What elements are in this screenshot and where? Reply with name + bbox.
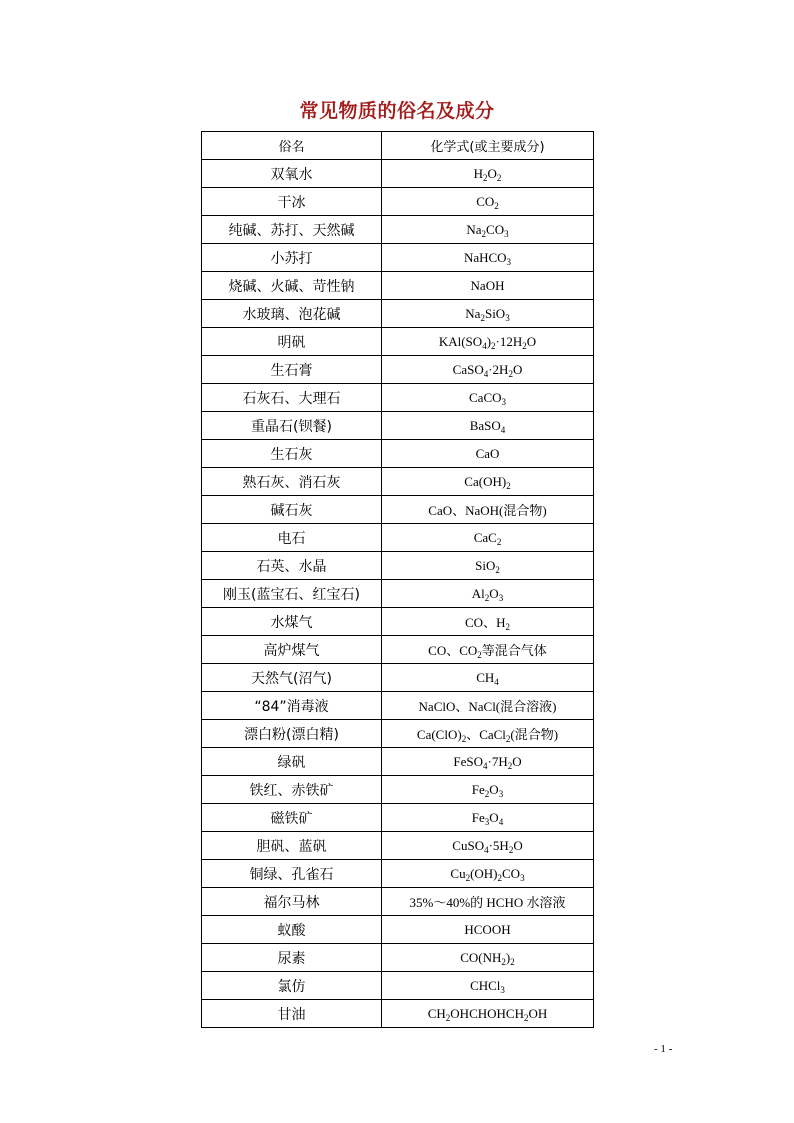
column-header-formula: 化学式(或主要成分) (382, 132, 594, 160)
common-name-cell: 电石 (202, 524, 382, 552)
table-row (202, 552, 594, 580)
table-row (202, 188, 594, 216)
formula-cell: CaCO$_3$ (382, 384, 594, 412)
common-name-cell: “84”消毒液 (202, 692, 382, 720)
table-row (202, 384, 594, 412)
formula-cell: $Ca(OH)_2$ (382, 468, 594, 496)
common-name-cell: 磁铁矿 (202, 804, 382, 832)
column-header-common-name: 俗名 (202, 132, 382, 160)
common-name-cell: 氯仿 (202, 972, 382, 1000)
table-row (202, 412, 594, 440)
table-row (202, 776, 594, 804)
table-body (202, 160, 594, 1028)
formula-cell: HCOOH (382, 916, 594, 944)
table-row (202, 608, 594, 636)
table-row (202, 832, 594, 860)
table-row (202, 580, 594, 608)
formula-cell: $H_2O_2$ (382, 160, 594, 188)
table-row (202, 468, 594, 496)
table-row (202, 636, 594, 664)
table-header-row (202, 132, 594, 160)
common-name-cell: 小苏打 (202, 244, 382, 272)
common-name-cell: 高炉煤气 (202, 636, 382, 664)
common-name-cell: 双氧水 (202, 160, 382, 188)
common-name-cell: 生石膏 (202, 356, 382, 384)
common-name-cell: 胆矾、蓝矾 (202, 832, 382, 860)
common-name-cell: 水玻璃、泡花碱 (202, 300, 382, 328)
formula-cell: $Na_2SiO_3$ (382, 300, 594, 328)
formula-cell: $CaSO_4\cdot 2H_2O$ (382, 356, 594, 384)
formula-cell: NaOH (382, 272, 594, 300)
formula-cell: CaC$_2$ (382, 524, 594, 552)
formula-cell: $Na_2CO_3$ (382, 216, 594, 244)
page-number: - 1 - (654, 1043, 673, 1055)
common-name-cell: 漂白粉(漂白精) (202, 720, 382, 748)
table-row (202, 356, 594, 384)
formula-cell: NaHCO$_3$ (382, 244, 594, 272)
formula-cell: CaO、NaOH(混合物) (382, 496, 594, 524)
common-name-cell: 福尔马林 (202, 888, 382, 916)
common-name-cell: 石英、水晶 (202, 552, 382, 580)
table-row (202, 272, 594, 300)
formula-cell: SiO$_2$ (382, 552, 594, 580)
common-name-cell: 铁红、赤铁矿 (202, 776, 382, 804)
table-row (202, 300, 594, 328)
table-row (202, 440, 594, 468)
table-row (202, 244, 594, 272)
table-row (202, 720, 594, 748)
common-name-cell: 铜绿、孔雀石 (202, 860, 382, 888)
formula-cell: $CO_2$ (382, 188, 594, 216)
common-name-cell: 蚁酸 (202, 916, 382, 944)
formula-cell: $CH_4$ (382, 664, 594, 692)
common-name-cell: 尿素 (202, 944, 382, 972)
common-name-cell: 石灰石、大理石 (202, 384, 382, 412)
common-name-cell: 碱石灰 (202, 496, 382, 524)
formula-cell: $Fe_2O_3$ (382, 776, 594, 804)
common-name-cell: 重晶石(钡餐) (202, 412, 382, 440)
formula-cell: CHCl$_3$ (382, 972, 594, 1000)
table-row (202, 888, 594, 916)
common-name-cell: 水煤气 (202, 608, 382, 636)
common-name-cell: 天然气(沼气) (202, 664, 382, 692)
table-row (202, 972, 594, 1000)
table-row (202, 692, 594, 720)
common-name-cell: 甘油 (202, 1000, 382, 1028)
formula-cell: BaSO$_4$ (382, 412, 594, 440)
table-row (202, 524, 594, 552)
table-row (202, 664, 594, 692)
formula-cell: CO、$H_2$ (382, 608, 594, 636)
table-row (202, 748, 594, 776)
table-row (202, 1000, 594, 1028)
formula-cell: $Al_2O_3$ (382, 580, 594, 608)
table-row (202, 328, 594, 356)
common-name-cell: 生石灰 (202, 440, 382, 468)
formula-cell: $FeSO_4\cdot 7H_2O$ (382, 748, 594, 776)
table-row (202, 916, 594, 944)
formula-cell: $CH_2OHCHOHCH_2OH$ (382, 1000, 594, 1028)
common-name-cell: 干冰 (202, 188, 382, 216)
formula-cell: $Fe_3O_4$ (382, 804, 594, 832)
table-row (202, 216, 594, 244)
formula-cell: CO、$CO_2$等混合气体 (382, 636, 594, 664)
formula-cell: $Ca(ClO)_2$、CaCl$_2$(混合物) (382, 720, 594, 748)
formula-cell: $KAl(SO_4)_2\cdot 12H_2O$ (382, 328, 594, 356)
common-name-cell: 明矾 (202, 328, 382, 356)
table-row (202, 804, 594, 832)
common-name-cell: 熟石灰、消石灰 (202, 468, 382, 496)
table-row (202, 496, 594, 524)
common-name-cell: 绿矾 (202, 748, 382, 776)
formula-cell: $Cu_2(OH)_2CO_3$ (382, 860, 594, 888)
common-name-cell: 纯碱、苏打、天然碱 (202, 216, 382, 244)
common-name-cell: 烧碱、火碱、苛性钠 (202, 272, 382, 300)
table-row (202, 160, 594, 188)
formula-cell: CaO (382, 440, 594, 468)
table-row (202, 944, 594, 972)
page-title: 常见物质的俗名及成分 (299, 100, 495, 122)
table-row (202, 860, 594, 888)
common-name-cell: 刚玉(蓝宝石、红宝石) (202, 580, 382, 608)
formula-cell: $CuSO_4\cdot 5H_2O$ (382, 832, 594, 860)
formula-cell: $CO(NH_2)_2$ (382, 944, 594, 972)
formula-cell: NaClO、NaCl(混合溶液) (382, 692, 594, 720)
formula-cell: 35%～40%的 HCHO 水溶液 (382, 888, 594, 916)
substance-table (201, 131, 594, 1028)
